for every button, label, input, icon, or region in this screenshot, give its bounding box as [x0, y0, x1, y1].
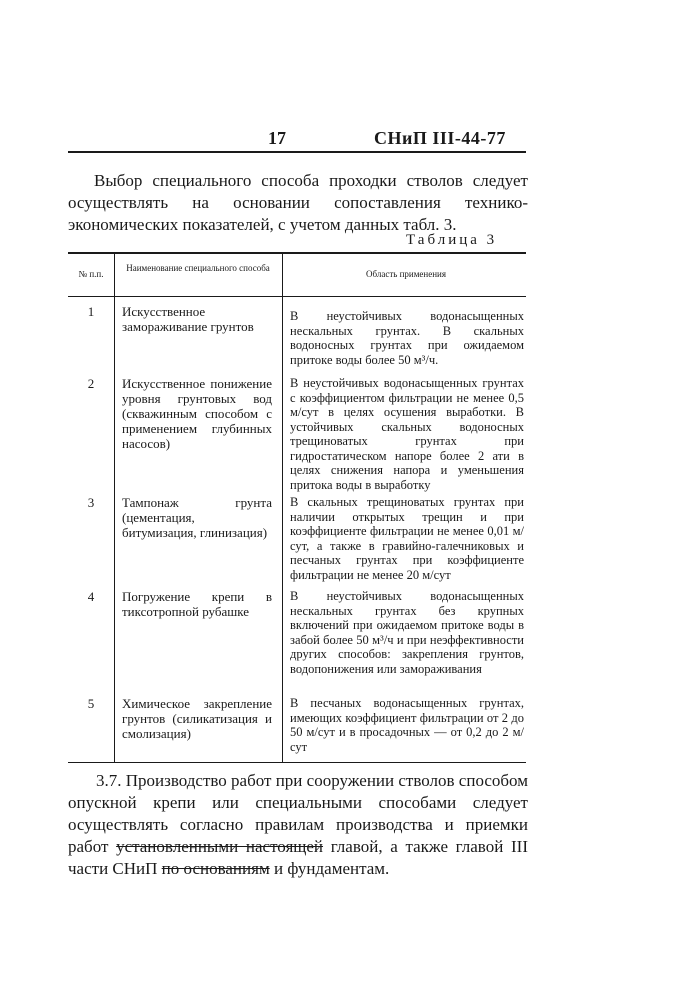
table-header-rule — [68, 296, 526, 297]
closing-text-part-2: главой, а также главой III части СНиП — [68, 837, 528, 878]
row-1-area: В неустойчивых водонасыщенных нескальных грунтах. В скальных водоносных грунтах при ожидаемом притоке воды более 50 м³/ч. — [290, 309, 524, 367]
row-5-area: В песчаных водонасыщенных грунтах, имеющих коэффициент фильтрации от 2 до 50 м/сут и в просадочных — от 0,2 до 2 м/сут — [290, 696, 524, 754]
header-rule — [68, 151, 526, 153]
col-header-area: Область применения — [365, 269, 447, 279]
row-1-method: Искусственное замораживание грунтов — [122, 304, 254, 334]
col-header-number: № п.п. — [78, 269, 104, 279]
col-header-method: Наименование специального способа — [126, 263, 270, 273]
row-5-method: Химическое закрепление грунтов (силикатизация и смолизация) — [122, 696, 272, 741]
row-4-area: В неустойчивых водонасыщенных нескальных грунтах без крупных включений при ожидаемом притоке воды в забой более 50 м³/ч и при неэффективности других способов: закрепления грунтов, водопонижения или замораживания — [290, 589, 524, 676]
intro-paragraph: Выбор специального способа проходки стволов следует осуществлять на основании сопоставления технико-экономических показателей, с учетом данных табл. 3. — [68, 171, 528, 234]
row-2-method: Искусственное понижение уровня грунтовых вод (скважинным способом с применением глубинных насосов) — [122, 376, 272, 451]
table-top-rule — [68, 252, 526, 254]
struck-text-2: по основаниям — [161, 859, 270, 878]
struck-text-1: установленными настоящей — [116, 837, 324, 856]
table-caption: Таблица 3 — [406, 232, 498, 248]
methods-table — [68, 252, 526, 764]
closing-text-part-3: и фундаментам. — [269, 859, 390, 878]
row-2-number: 2 — [87, 376, 95, 391]
row-3-number: 3 — [87, 495, 95, 510]
table-col-divider-2 — [282, 252, 283, 763]
table-bottom-rule — [68, 762, 526, 763]
section-3-7-paragraph — [68, 770, 528, 880]
row-5-number: 5 — [87, 696, 95, 711]
row-2-area: В неустойчивых водонасыщенных грунтах с коэффициентом фильтрации не менее 0,5 м/сут в целях осушения выработки. В устойчивых скальных водоносных трещиноватых грунтах при гидростатическом напоре более 2 ати в целях снижения напора и уменьшения притока воды в выработку — [290, 376, 524, 492]
row-3-method: Тампонаж грунта (цементация, битумизация, глинизация) — [122, 495, 272, 540]
row-3-area: В скальных трещиноватых грунтах при наличии открытых трещин и при коэффициенте фильтрации не менее 0,01 м/сут, а также в гравийно-галечниковых и песчаных грунтах при коэффициенте фильтрации не менее 20 м/сут — [290, 495, 524, 582]
row-4-method: Погружение крепи в тиксотропной рубашке — [122, 589, 272, 619]
page-number: 17 — [268, 128, 286, 148]
document-code: СНиП III-44-77 — [374, 128, 506, 148]
row-1-number: 1 — [87, 304, 95, 319]
row-4-number: 4 — [87, 589, 95, 604]
table-col-divider-1 — [114, 252, 115, 763]
closing-text-part-1: 3.7. Производство работ при сооружении стволов способом опускной крепи или специальными способами следует осуществлять согласно правилам производства и приемки работ — [68, 771, 528, 856]
